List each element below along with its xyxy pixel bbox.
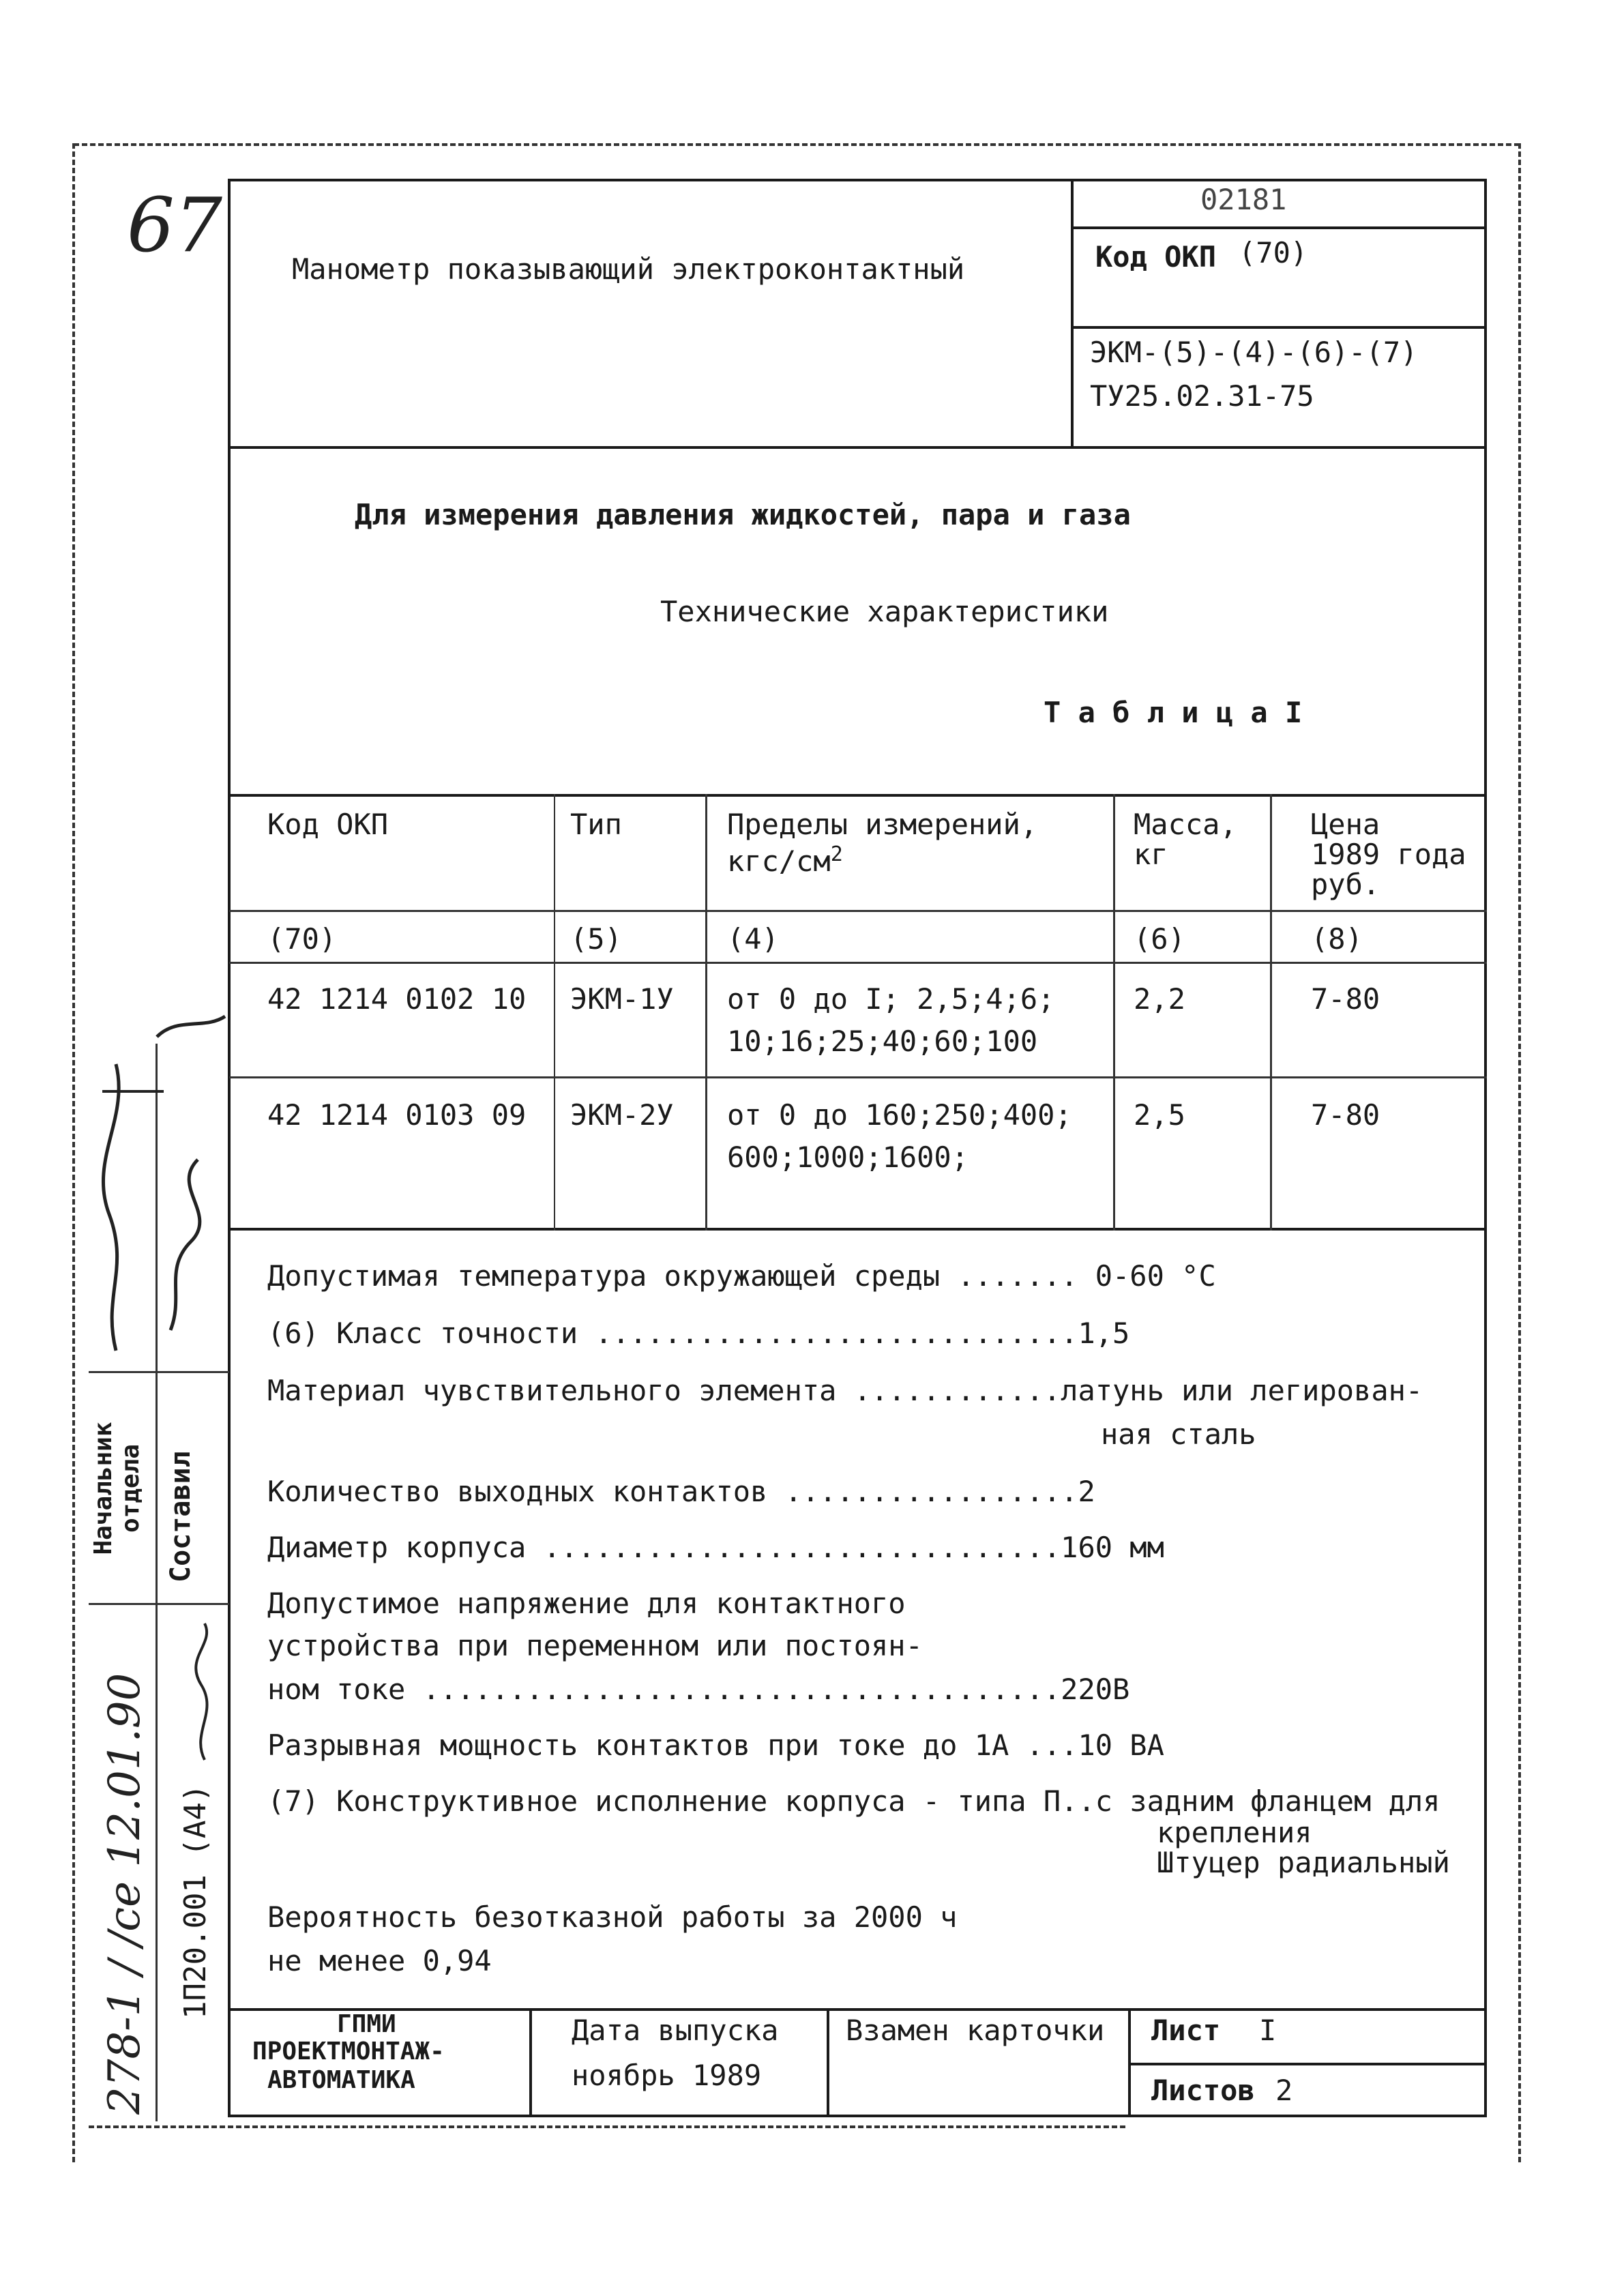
card-number: 02181: [1200, 183, 1287, 216]
org-line-2: ПРОЕКТМОНТАЖ-: [252, 2037, 445, 2065]
tu-reference: ТУ25.02.31-75: [1090, 379, 1314, 413]
sheets-label: Листов: [1151, 2074, 1255, 2107]
signature-marks: [89, 1010, 232, 1364]
header-mass-1: Масса,: [1134, 808, 1237, 841]
row2-price: 7-80: [1311, 1098, 1380, 1132]
row1-limits-1: от 0 до I; 2,5;4;6;: [727, 982, 1055, 1016]
row2-okp: 42 1214 0103 09: [267, 1098, 527, 1132]
spec-design-3: Штуцер радиальный: [1157, 1846, 1450, 1879]
main-frame-bottom: [229, 2115, 1487, 2117]
spec-ambient: Допустимая температура окружающей среды ....... 0-60 °С: [267, 1259, 1216, 1293]
side-line-1: [89, 1371, 229, 1373]
side-initials: [184, 1617, 225, 1767]
sheets-value: 2: [1275, 2074, 1293, 2107]
row2-limits-2: 600;1000;1600;: [727, 1140, 969, 1174]
header-limits-1: Пределы измерений,: [727, 808, 1038, 841]
sheet-value: I: [1259, 2014, 1277, 2047]
header-price-1: Цена: [1311, 808, 1380, 841]
header-price-3: руб.: [1311, 868, 1380, 901]
side-line-2: [89, 1603, 229, 1605]
table-col-line-4: [1270, 794, 1272, 1231]
page-number: 67: [127, 181, 222, 269]
side-head-dept: [90, 1386, 145, 1591]
main-frame-right: [1484, 179, 1487, 2117]
purpose-line: Для измерения давления жидкостей, пара и газа: [355, 498, 1131, 531]
issue-date-label: Дата выпуска: [572, 2014, 779, 2047]
row2-mass: 2,5: [1134, 1098, 1185, 1132]
row1-limits-2: 10;16;25;40;60;100: [727, 1025, 1038, 1058]
table-col-line-2: [705, 794, 707, 1231]
spec-voltage-3: ном токе .....................................220В: [267, 1673, 1130, 1706]
spec-material-1: Материал чувствительного элемента ............латунь или легирован-: [267, 1374, 1423, 1407]
section-title: Технические характеристики: [660, 595, 1109, 628]
table-col-line-3: [1113, 794, 1115, 1231]
row1-type: ЭКМ-1У: [570, 982, 674, 1016]
row2-type: ЭКМ-2У: [570, 1098, 674, 1132]
spec-reliability-2: не менее 0,94: [267, 1944, 492, 1977]
header-right-line-1: [1072, 226, 1486, 229]
footer-sheet-line: [1129, 2063, 1486, 2065]
footer-top-line: [229, 2008, 1487, 2011]
header-type: Тип: [570, 808, 622, 841]
header-price-2: 1989 года: [1311, 838, 1466, 871]
header-limits-sup: 2: [830, 842, 843, 866]
row2-limits-1: от 0 до 160;250;400;: [727, 1098, 1072, 1132]
table-header-line: [229, 910, 1487, 912]
issue-date-value: ноябрь 1989: [572, 2059, 762, 2092]
row1-mass: 2,2: [1134, 982, 1185, 1016]
table-codes-line: [229, 962, 1487, 964]
row1-price: 7-80: [1311, 982, 1380, 1016]
header-bottom-line: [229, 446, 1487, 449]
header-mass-2: кг: [1134, 838, 1168, 871]
spec-material-2: ная сталь: [1101, 1417, 1256, 1451]
side-doc-code: 1П20.001 (А4): [178, 1784, 213, 2019]
org-line-1: ГПМИ: [337, 2010, 396, 2038]
side-handwritten-note: 278-1 / /ce 12.01.90: [100, 1673, 150, 2115]
code-price: (8): [1311, 922, 1363, 956]
spec-voltage-1: Допустимое напряжение для контактного: [267, 1587, 906, 1620]
spec-contacts: Количество выходных контактов .................2: [267, 1475, 1095, 1508]
code-okp: (70): [267, 922, 337, 956]
code-limits: (4): [727, 922, 779, 956]
frame-bottom-dashed: [89, 2125, 1125, 2128]
footer-divider-2: [827, 2008, 829, 2117]
frame-left-dashed: [72, 143, 75, 2162]
spec-diameter: Диаметр корпуса ..............................160 мм: [267, 1531, 1164, 1564]
replace-card-label: Взамен карточки: [846, 2014, 1105, 2047]
header-right-line-2: [1072, 326, 1486, 329]
org-line-3: АВТОМАТИКА: [267, 2066, 415, 2094]
header-divider: [1071, 179, 1074, 447]
spec-voltage-2: устройства при переменном или постоян-: [267, 1629, 923, 1662]
frame-right-dashed: [1518, 143, 1521, 2162]
table-title: Т а б л и ц а I: [1044, 696, 1303, 729]
header-okp: Код ОКП: [267, 808, 389, 841]
main-frame-top: [229, 179, 1487, 181]
code-type: (5): [570, 922, 622, 956]
footer-divider-1: [529, 2008, 532, 2117]
product-designation: ЭКМ-(5)-(4)-(6)-(7): [1090, 336, 1418, 369]
table-top-line: [229, 794, 1487, 797]
side-compiled: Составил: [165, 1451, 196, 1583]
table-bottom-line: [229, 1228, 1487, 1231]
product-title: Манометр показывающий электроконтактный: [292, 252, 965, 286]
okp-ref: (70): [1239, 236, 1308, 269]
code-mass: (6): [1134, 922, 1185, 956]
row1-okp: 42 1214 0102 10: [267, 982, 527, 1016]
spec-reliability-1: Вероятность безотказной работы за 2000 ч: [267, 1900, 958, 1934]
side-head-dept-text: Начальник отдела: [89, 1422, 145, 1555]
header-limits-2: [727, 836, 843, 880]
spec-design-2: крепления: [1157, 1816, 1312, 1849]
spec-accuracy: (6) Класс точности ............................1,5: [267, 1316, 1130, 1350]
frame-top-dashed: [74, 143, 1520, 146]
table-col-line-1: [554, 794, 555, 1231]
spec-design-1: (7) Конструктивное исполнение корпуса - типа П..с задним фланцем для: [267, 1784, 1440, 1818]
okp-label: Код ОКП: [1095, 240, 1217, 274]
spec-breaking: Разрывная мощность контактов при токе до 1А ...10 ВА: [267, 1728, 1164, 1762]
sheet-label: Лист: [1151, 2014, 1221, 2047]
header-limits-unit: кгс/см: [727, 844, 831, 878]
table-row-line: [229, 1076, 1487, 1078]
